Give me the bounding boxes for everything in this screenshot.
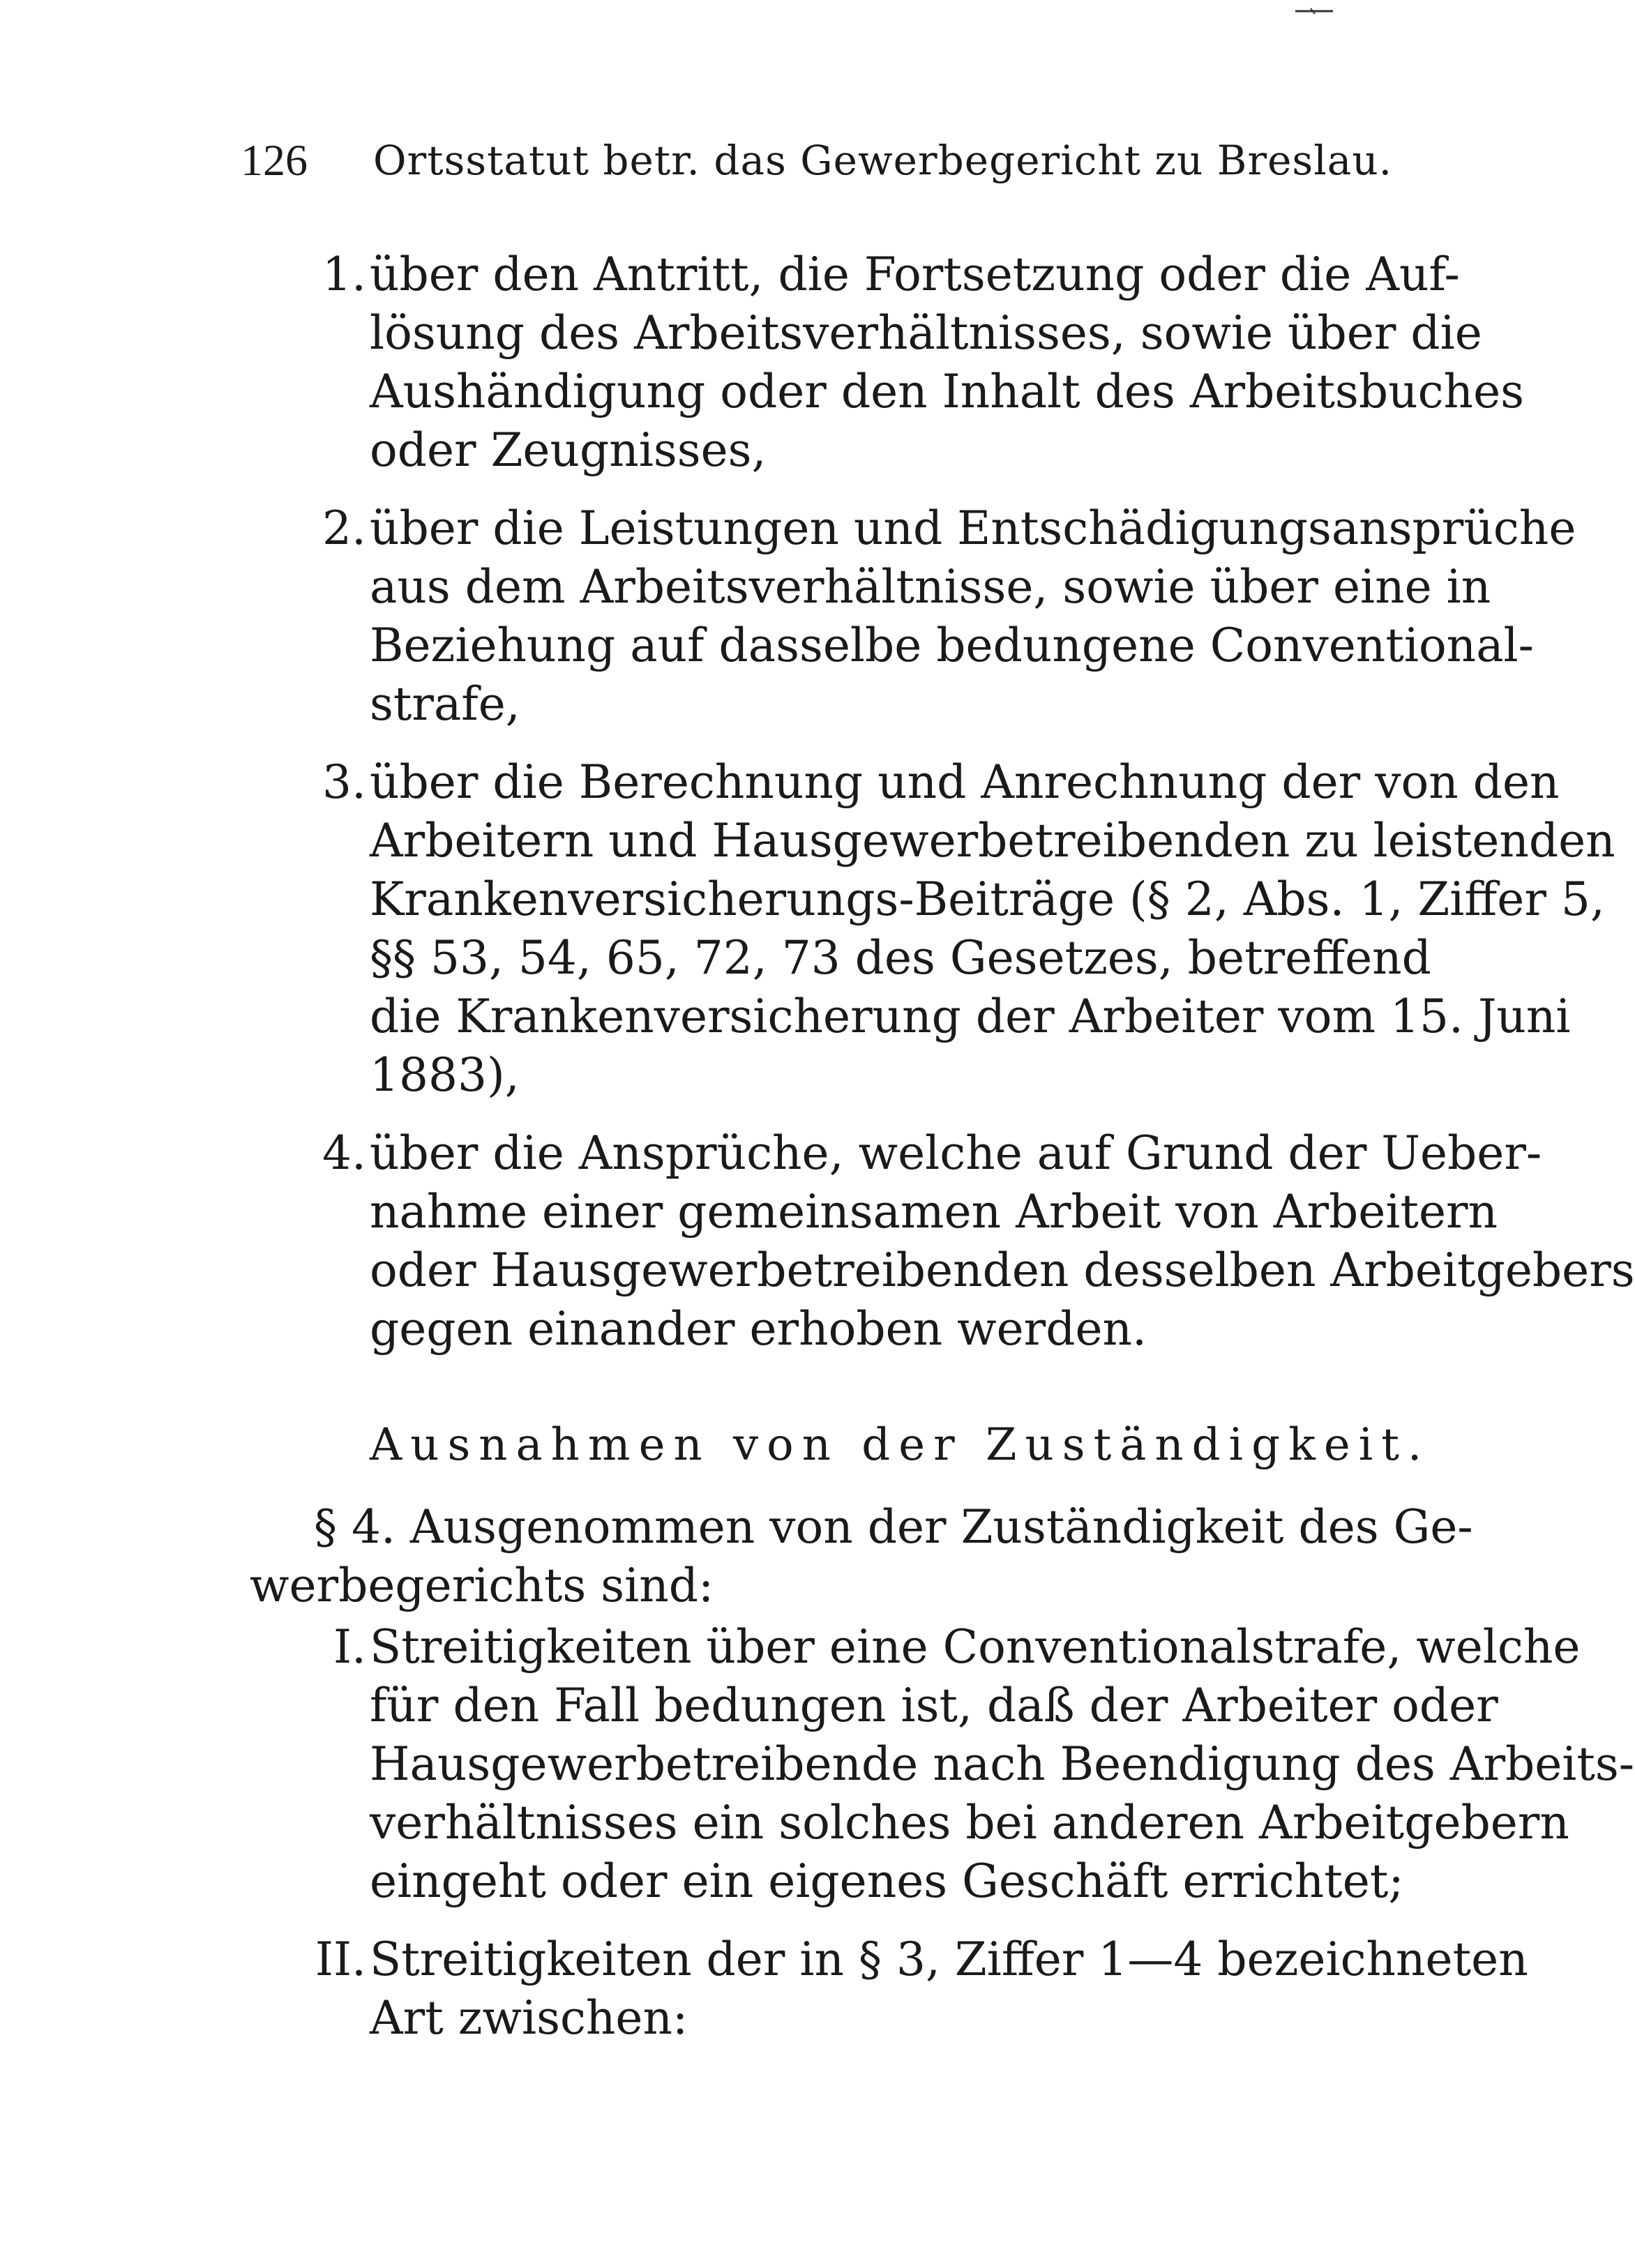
text-line: über die Leistungen und Entschädigungsansprüche bbox=[370, 501, 1576, 555]
text-line: oder Zeugnisses, bbox=[370, 423, 767, 477]
running-head bbox=[241, 133, 1393, 188]
text-line: lösung des Arbeitsverhältnisses, sowie über die bbox=[370, 306, 1482, 360]
text-line: oder Hausgewerbetreibenden desselben Arbeitgebers bbox=[370, 1243, 1635, 1297]
corner-mark bbox=[1294, 4, 1336, 17]
text-line: strafe, bbox=[370, 677, 520, 731]
text-line: über die Berechnung und Anrechnung der von den bbox=[370, 755, 1560, 809]
text-line: Aushändigung oder den Inhalt des Arbeitsbuches bbox=[370, 365, 1524, 418]
paragraph-line: werbegerichts sind: bbox=[250, 1559, 714, 1612]
running-title: Ortsstatut betr. das Gewerbegericht zu Breslau. bbox=[373, 137, 1393, 184]
text-line: über die Ansprüche, welche auf Grund der Ueber- bbox=[370, 1126, 1542, 1180]
text-line: Art zwischen: bbox=[370, 1991, 688, 2045]
text-line: 1883), bbox=[370, 1048, 520, 1102]
paragraph-line: § 4. Ausgenommen von der Zuständigkeit des Ge- bbox=[314, 1500, 1473, 1554]
text-line: Streitigkeiten über eine Conventionalstrafe, welche bbox=[370, 1620, 1581, 1674]
text-line: die Krankenversicherung der Arbeiter vom 15. Juni bbox=[370, 990, 1571, 1043]
text-line: Arbeitern und Hausgewerbetreibenden zu leistenden bbox=[370, 814, 1615, 868]
item-number: I. bbox=[333, 1620, 366, 1674]
text-line: über den Antritt, die Fortsetzung oder die Auf- bbox=[370, 248, 1460, 301]
text-line: §§ 53, 54, 65, 72, 73 des Gesetzes, betreffend bbox=[370, 931, 1431, 985]
item-number: 1. bbox=[322, 248, 366, 301]
text-line: Hausgewerbetreibende nach Beendigung des Arbeits- bbox=[370, 1737, 1635, 1791]
section-heading: Ausnahmen von der Zuständigkeit. bbox=[370, 1419, 1431, 1471]
text-line: nahme einer gemeinsamen Arbeit von Arbeitern bbox=[370, 1185, 1498, 1239]
item-number: 3. bbox=[322, 755, 366, 809]
text-line: verhältnisses ein solches bei anderen Arbeitgebern bbox=[370, 1796, 1569, 1850]
item-number: II. bbox=[315, 1933, 366, 1986]
text-line: Streitigkeiten der in § 3, Ziffer 1—4 bezeichneten bbox=[370, 1933, 1528, 1986]
item-number: 2. bbox=[322, 501, 366, 555]
text-line: Beziehung auf dasselbe bedungene Conventional- bbox=[370, 619, 1534, 672]
text-line: gegen einander erhoben werden. bbox=[370, 1302, 1147, 1356]
item-number: 4. bbox=[322, 1126, 366, 1180]
page-number: 126 bbox=[241, 135, 308, 185]
text-line: Krankenversicherungs-Beiträge (§ 2, Abs. 1, Ziffer 5, bbox=[370, 872, 1605, 926]
text-line: eingeht oder ein eigenes Geschäft errichtet; bbox=[370, 1854, 1404, 1908]
text-line: aus dem Arbeitsverhältnisse, sowie über eine in bbox=[370, 560, 1491, 614]
text-line: für den Fall bedungen ist, daß der Arbeiter oder bbox=[370, 1679, 1498, 1732]
